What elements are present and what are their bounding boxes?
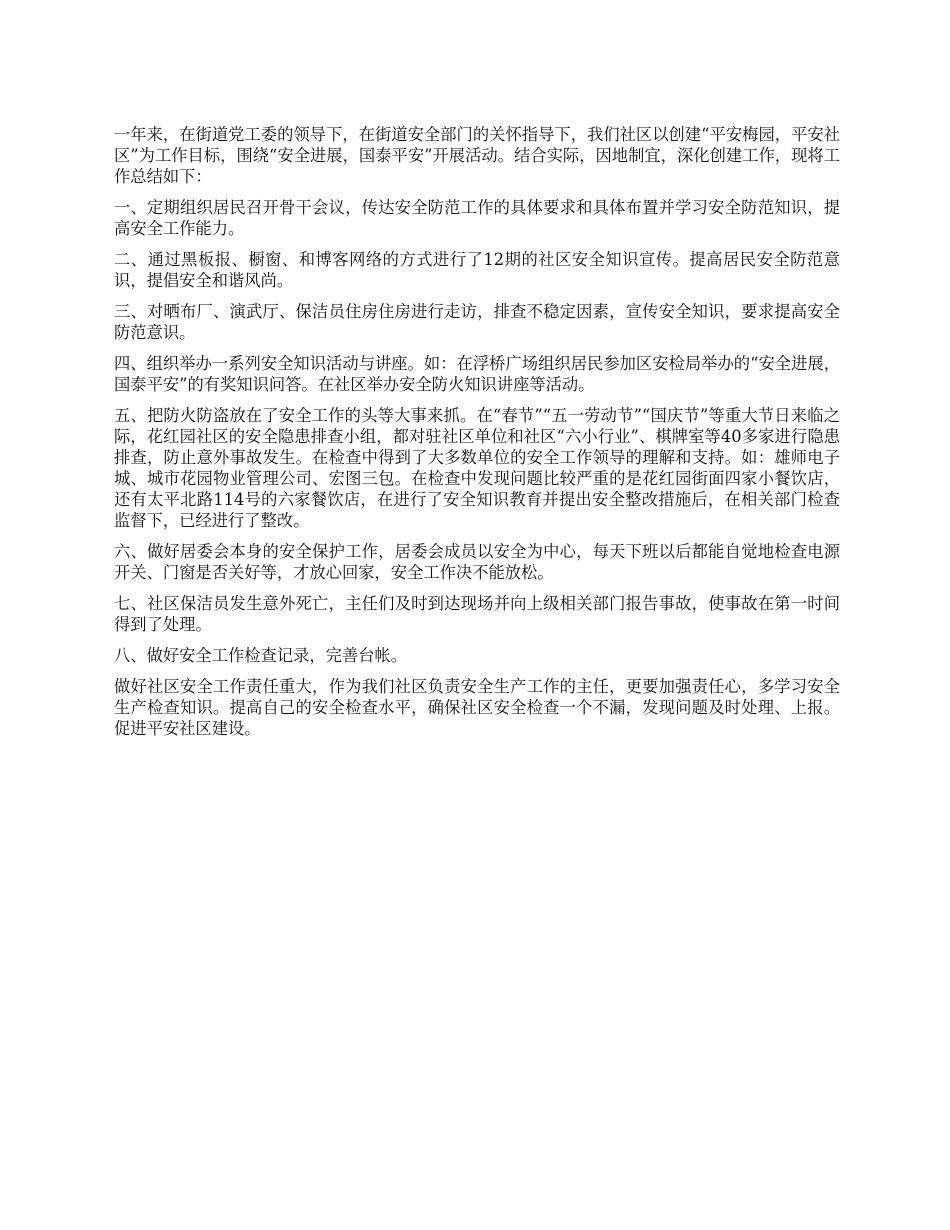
item-6-paragraph: 六、做好居委会本身的安全保护工作，居委会成员以安全为中心，每天下班以后都能自觉地检查电源开关、门窗是否关好等，才放心回家，安全工作决不能放松。 bbox=[114, 542, 840, 582]
document-body bbox=[114, 124, 840, 749]
conclusion-paragraph: 做好社区安全工作责任重大，作为我们社区负责安全生产工作的主任，更要加强责任心，多学习安全生产检查知识。提高自己的安全检查水平，确保社区安全检查一个不漏，发现问题及时处理、上报。促进平安社区建设。 bbox=[114, 677, 840, 738]
item-3-paragraph: 三、对晒布厂、演武厅、保洁员住房住房进行走访，排查不稳定因素，宣传安全知识，要求提高安全防范意识。 bbox=[114, 302, 840, 342]
intro-paragraph: 一年来，在街道党工委的领导下，在街道安全部门的关怀指导下，我们社区以创建“平安梅园，平安社区”为工作目标，围绕“安全进展，国泰平安”开展活动。结合实际，因地制宜，深化创建工作，现将工作总结如下： bbox=[114, 125, 840, 186]
item-4-paragraph: 四、组织举办一系列安全知识活动与讲座。如：在浮桥广场组织居民参加区安检局举办的“安全进展，国泰平安”的有奖知识问答。在社区举办安全防火知识讲座等活动。 bbox=[114, 354, 840, 394]
item-8-paragraph: 八、做好安全工作检查记录，完善台帐。 bbox=[114, 646, 408, 665]
item-2-paragraph: 二、通过黑板报、橱窗、和博客网络的方式进行了12期的社区安全知识宣传。提高居民安全防范意识，提倡安全和谐风尚。 bbox=[114, 250, 840, 290]
item-7-paragraph: 七、社区保洁员发生意外死亡，主任们及时到达现场并向上级相关部门报告事故，使事故在第一时间得到了处理。 bbox=[114, 594, 840, 634]
item-1-paragraph: 一、定期组织居民召开骨干会议，传达安全防范工作的具体要求和具体布置并学习安全防范知识，提高安全工作能力。 bbox=[114, 198, 840, 238]
item-5-paragraph: 五、把防火防盗放在了安全工作的头等大事来抓。在“春节”“五一劳动节”“国庆节”等重大节日来临之际，花红园社区的安全隐患排查小组，都对驻社区单位和社区“六小行业”、棋牌室等40多家进行隐患排查，防止意外事故发生。在检查中得到了大多数单位的安全工作领导的理解和支持。如：雄师电子城、城市花园物业管理公司、宏图三包。在检查中发现问题比较严重的是花红园街面四家小餐饮店，还有太平北路114号的六家餐饮店，在进行了安全知识教育并提出安全整改措施后，在相关部门检查监督下，已经进行了整改。 bbox=[114, 406, 840, 530]
